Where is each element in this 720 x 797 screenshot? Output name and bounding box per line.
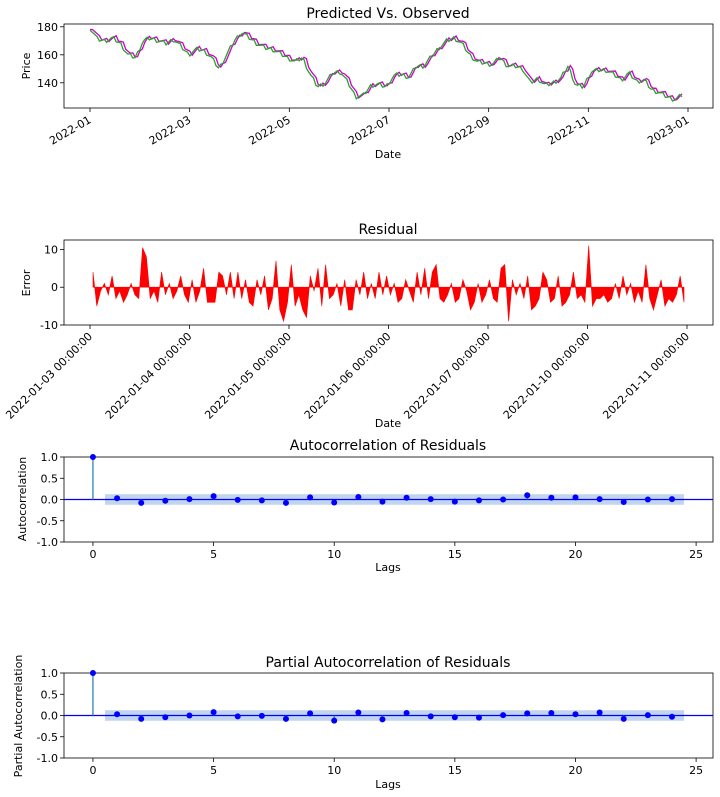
x-tick-label: 2022-01-10 00:00:00 — [500, 329, 593, 422]
stem-marker — [621, 716, 627, 722]
stem-marker — [331, 499, 337, 505]
stem-marker — [307, 494, 313, 500]
stem-marker — [476, 715, 482, 721]
stem-marker — [259, 497, 265, 503]
x-tick-label: 15 — [447, 548, 462, 561]
stem-marker — [452, 499, 458, 505]
stem-marker — [452, 714, 458, 720]
stem-marker — [90, 454, 96, 460]
stem-marker — [211, 493, 217, 499]
y-tick-label: 0.0 — [40, 709, 58, 723]
x-tick-label: 2022-09 — [445, 113, 493, 148]
x-axis-label-1: Date — [374, 148, 402, 161]
x-tick-label: 2022-01-04 00:00:00 — [102, 329, 195, 422]
stem-marker — [597, 710, 603, 716]
stem-marker — [379, 716, 385, 722]
y-axis-label-2: Error — [20, 269, 33, 297]
x-tick-label: 2022-01-05 00:00:00 — [202, 329, 295, 422]
y-tick-label: -0.5 — [36, 730, 58, 744]
stem-marker — [645, 497, 651, 503]
x-tick-label: 2022-01-06 00:00:00 — [301, 329, 394, 422]
x-tick-label: 20 — [568, 764, 583, 777]
stem-marker — [283, 716, 289, 722]
stem-marker — [548, 710, 554, 716]
x-tick-label: 5 — [210, 548, 218, 561]
x-tick-label: 0 — [89, 764, 97, 777]
stem-marker — [669, 714, 675, 720]
x-tick-label: 10 — [327, 548, 342, 561]
stem-marker — [645, 712, 651, 718]
y-tick-label: 140 — [37, 76, 58, 90]
x-tick-label: 20 — [568, 548, 583, 561]
y-tick-label: -10 — [40, 319, 58, 332]
stem-marker — [572, 494, 578, 500]
stem-marker — [138, 500, 144, 506]
y-tick-label: 1.0 — [40, 667, 58, 680]
stem-marker — [379, 499, 385, 505]
stem-marker — [548, 495, 554, 501]
y-tick-label: 0.5 — [40, 472, 58, 486]
x-axis-label-2: Date — [374, 417, 402, 430]
stem-marker — [428, 496, 434, 502]
stem-marker — [597, 496, 603, 502]
x-tick-label: 2022-01-11 00:00:00 — [600, 329, 693, 422]
x-tick-label: 5 — [210, 764, 218, 777]
residual-area — [93, 246, 684, 322]
y-tick-label: 1.0 — [40, 451, 58, 464]
x-tick-label: 2022-01-07 00:00:00 — [401, 329, 494, 422]
y-tick-label: 0.0 — [40, 493, 58, 507]
stem-marker — [114, 711, 120, 717]
y-tick-label: 180 — [37, 20, 58, 34]
panel-acf — [16, 438, 713, 574]
x-tick-label: 25 — [689, 764, 704, 777]
x-tick-label: 2023-01 — [645, 113, 692, 148]
x-tick-label: 2022-05 — [246, 113, 293, 148]
stem-marker — [307, 710, 313, 716]
y-tick-label: 160 — [37, 48, 58, 62]
stem-marker — [404, 495, 410, 501]
x-tick-label: 10 — [327, 764, 342, 777]
stem-marker — [162, 498, 168, 504]
stem-marker — [186, 496, 192, 502]
y-tick-label: 0.5 — [40, 688, 58, 702]
x-axis-label-4: Lags — [375, 778, 401, 791]
chart-title-3: Autocorrelation of Residuals — [289, 438, 487, 454]
stem-marker — [331, 718, 337, 724]
stem-marker — [235, 497, 241, 503]
stem-marker — [428, 713, 434, 719]
stem-marker — [235, 713, 241, 719]
stem-marker — [162, 714, 168, 720]
y-tick-label: 10 — [44, 243, 58, 257]
stem-marker — [669, 496, 675, 502]
stem-marker — [114, 495, 120, 501]
stem-marker — [259, 713, 265, 719]
stem-marker — [572, 711, 578, 717]
stem-marker — [90, 670, 96, 676]
stem-marker — [500, 497, 506, 503]
y-tick-label: -0.5 — [36, 514, 58, 528]
panel-residual — [3, 222, 713, 430]
stem-marker — [355, 710, 361, 716]
x-axis-label-3: Lags — [375, 561, 401, 574]
x-tick-label: 2022-07 — [346, 113, 393, 148]
y-axis-label-3: Autocorrelation — [16, 456, 29, 542]
stem-marker — [524, 492, 530, 498]
x-tick-label: 2022-01-03 00:00:00 — [3, 329, 96, 422]
y-tick-label: 0 — [51, 281, 58, 295]
chart-title-4: Partial Autocorrelation of Residuals — [265, 655, 511, 671]
stem-marker — [186, 713, 192, 719]
stem-marker — [404, 710, 410, 716]
stem-marker — [211, 709, 217, 715]
y-tick-label: -1.0 — [36, 536, 58, 549]
stem-marker — [476, 497, 482, 503]
stem-marker — [355, 494, 361, 500]
stem-marker — [524, 710, 530, 716]
x-tick-label: 2022-11 — [545, 113, 592, 148]
x-tick-label: 2022-01 — [47, 113, 94, 148]
predicted-line — [90, 30, 682, 101]
panel-predicted-vs-observed — [20, 6, 713, 161]
chart-title-2: Residual — [358, 222, 418, 238]
y-axis-label-1: Price — [20, 52, 33, 80]
x-tick-label: 15 — [447, 764, 462, 777]
y-axis-label-4: Partial Autocorrelation — [12, 654, 25, 778]
panel-pacf — [12, 655, 713, 791]
x-tick-label: 0 — [89, 548, 97, 561]
stem-marker — [283, 500, 289, 506]
stem-marker — [138, 716, 144, 722]
chart-title-1: Predicted Vs. Observed — [306, 6, 470, 22]
x-tick-label: 25 — [689, 548, 704, 561]
plot-frame-1 — [64, 24, 713, 108]
stem-marker — [500, 712, 506, 718]
stem-marker — [621, 499, 627, 505]
y-tick-label: -1.0 — [36, 752, 58, 765]
x-tick-label: 2022-03 — [146, 113, 194, 148]
